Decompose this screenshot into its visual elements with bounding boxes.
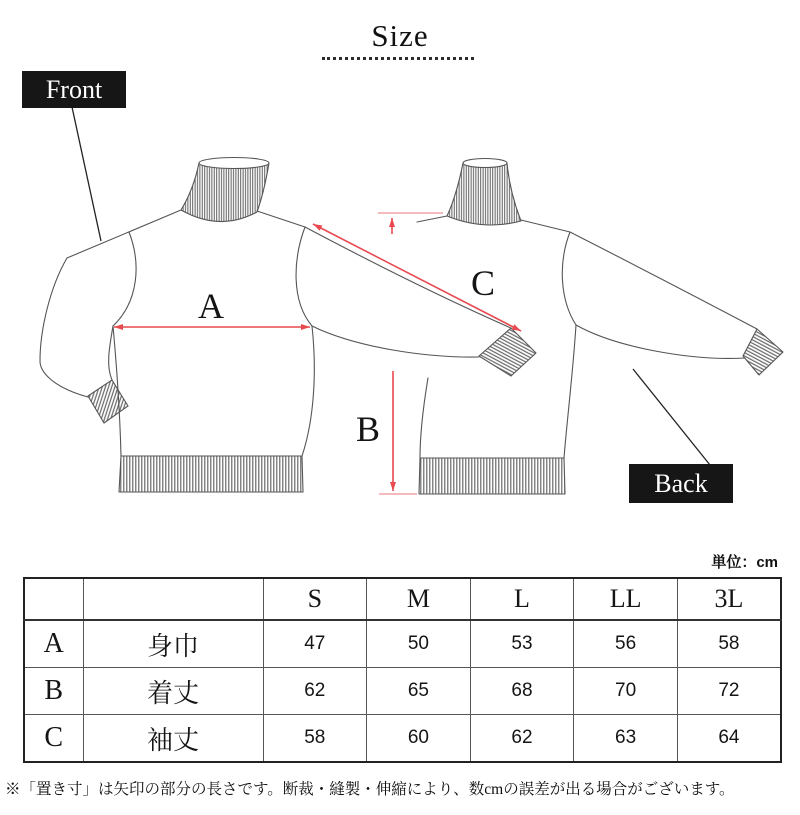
dimension-arrows bbox=[114, 213, 521, 494]
header-corner-blank bbox=[24, 578, 83, 620]
table-header-row bbox=[24, 578, 781, 620]
header-size-m: M bbox=[367, 578, 471, 620]
cell-value: 60 bbox=[367, 715, 471, 763]
title-dotted-underline bbox=[322, 57, 474, 60]
unit-label: 単位：cm bbox=[711, 554, 778, 571]
cell-value: 68 bbox=[470, 668, 574, 715]
back-collar bbox=[447, 163, 521, 225]
header-size-ll: LL bbox=[574, 578, 678, 620]
back-view-tag: Back bbox=[629, 464, 733, 503]
dimension-label-a: A bbox=[198, 286, 224, 326]
page-title: Size bbox=[371, 18, 429, 53]
cell-value: 56 bbox=[574, 620, 678, 668]
front-right-cuff bbox=[479, 328, 536, 376]
header-size-l: L bbox=[470, 578, 574, 620]
cell-value: 63 bbox=[574, 715, 678, 763]
cell-value: 53 bbox=[470, 620, 574, 668]
cell-value: 65 bbox=[367, 668, 471, 715]
dimension-label-c: C bbox=[470, 263, 496, 303]
back-hem-rib bbox=[419, 458, 565, 494]
size-table bbox=[23, 577, 782, 763]
cell-value: 50 bbox=[367, 620, 471, 668]
cell-value: 58 bbox=[263, 715, 367, 763]
table-row-c bbox=[24, 715, 781, 763]
cell-value: 70 bbox=[574, 668, 678, 715]
header-name-blank bbox=[83, 578, 263, 620]
cell-value: 47 bbox=[263, 620, 367, 668]
dimension-label-b: B bbox=[355, 409, 381, 449]
cell-value: 58 bbox=[677, 620, 781, 668]
cell-value: 62 bbox=[263, 668, 367, 715]
measurement-note: ※「置き寸」は矢印の部分の長さです。断裁・縫製・伸縮により、数cmの誤差が出る場合がございます。 bbox=[5, 781, 735, 798]
cell-value: 72 bbox=[677, 668, 781, 715]
table-row-a bbox=[24, 620, 781, 668]
back-right-cuff bbox=[743, 329, 783, 375]
cell-value: 62 bbox=[470, 715, 574, 763]
row-key: B bbox=[24, 668, 83, 715]
row-key: C bbox=[24, 715, 83, 763]
front-collar bbox=[181, 163, 269, 222]
row-name: 袖丈 bbox=[83, 715, 263, 763]
back-pointer-line bbox=[633, 369, 710, 465]
row-key: A bbox=[24, 620, 83, 668]
front-hem-rib bbox=[119, 456, 303, 492]
header-size-s: S bbox=[263, 578, 367, 620]
back-sweater-drawing bbox=[417, 159, 783, 495]
header-size-3l: 3L bbox=[677, 578, 781, 620]
row-name: 身巾 bbox=[83, 620, 263, 668]
cell-value: 64 bbox=[677, 715, 781, 763]
front-left-cuff bbox=[88, 380, 128, 423]
row-name: 着丈 bbox=[83, 668, 263, 715]
table-row-b bbox=[24, 668, 781, 715]
front-view-tag: Front bbox=[22, 71, 126, 108]
front-pointer-line bbox=[72, 107, 101, 241]
